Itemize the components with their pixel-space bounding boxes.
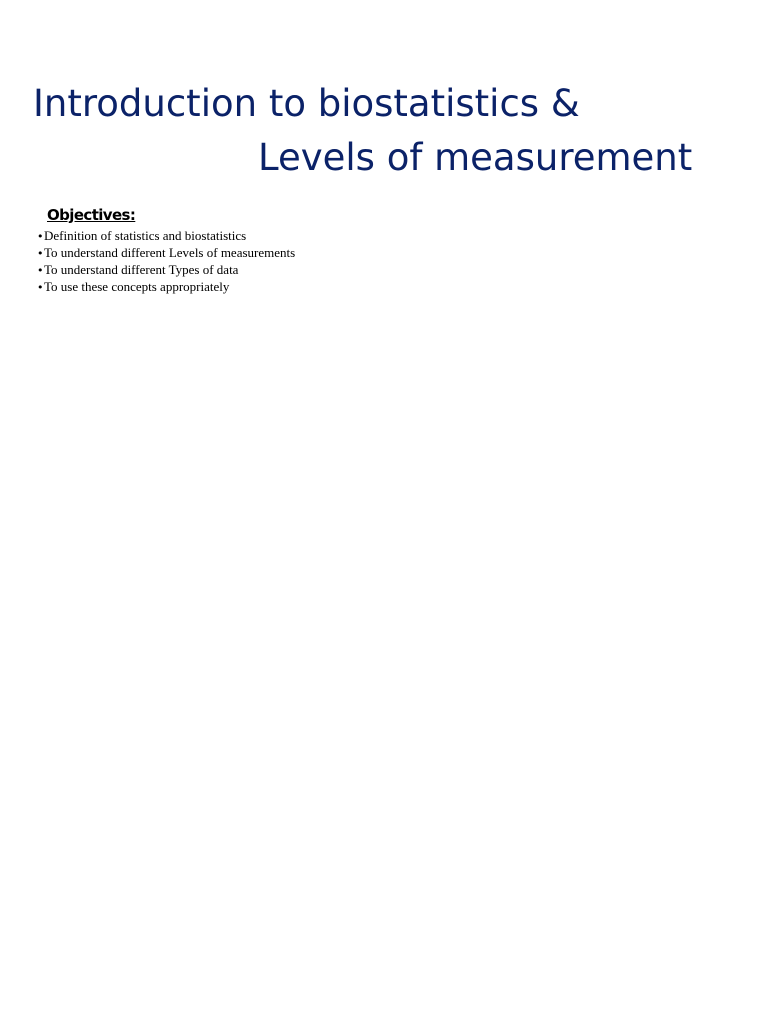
- objective-text-2: To understand different Levels of measurements: [44, 245, 296, 260]
- bullet-icon: •: [37, 264, 44, 277]
- title-line-1: Introduction to biostatistics &: [33, 82, 580, 125]
- objective-item-4: [37, 279, 295, 296]
- objective-item-3: [37, 262, 295, 279]
- title-line-2: Levels of measurement: [258, 136, 693, 179]
- bullet-icon: •: [37, 281, 44, 294]
- objectives-heading: Objectives:: [47, 206, 136, 224]
- bullet-icon: •: [37, 230, 44, 243]
- bullet-icon: •: [37, 247, 44, 260]
- objective-text-4: To use these concepts appropriately: [44, 279, 230, 294]
- objectives-list: [37, 228, 295, 296]
- objective-text-3: To understand different Types of data: [44, 262, 239, 277]
- objective-item-1: [37, 228, 295, 245]
- objective-text-1: Definition of statistics and biostatistics: [44, 228, 247, 243]
- objective-item-2: [37, 245, 295, 262]
